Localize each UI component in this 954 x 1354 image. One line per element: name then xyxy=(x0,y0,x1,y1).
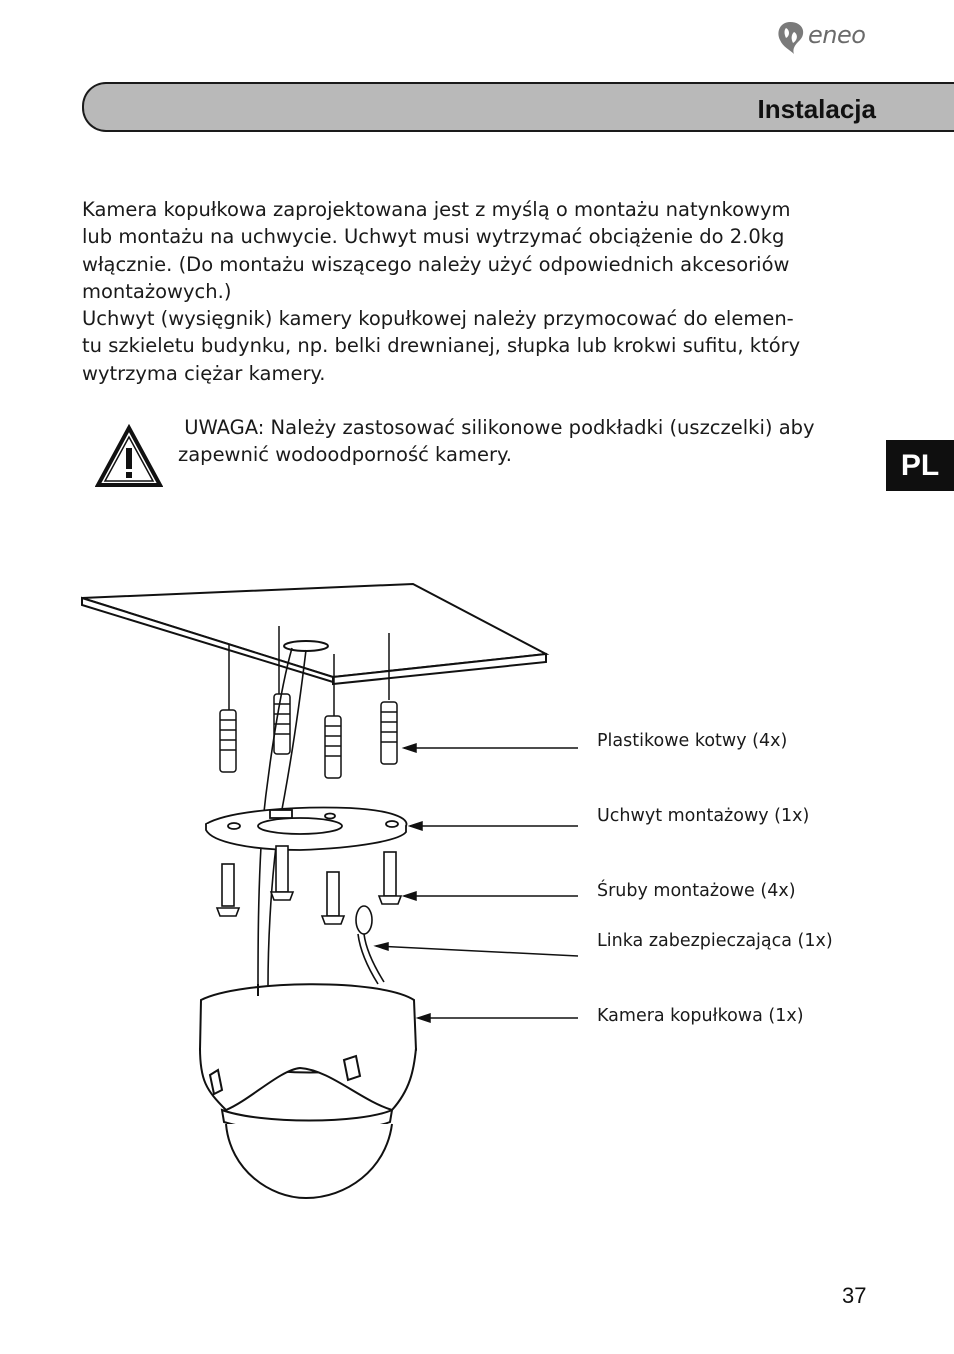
paragraph-line: lub montażu na uchwycie. Uchwyt musi wytrzymać obciążenie do 2.0kg xyxy=(82,225,785,249)
warning-text xyxy=(178,414,878,469)
callout-plastic-anchors: Plastikowe kotwy (4x) xyxy=(597,731,788,751)
paragraph-line: tu szkieletu budynku, np. belki drewnianej, słupka lub krokwi sufitu, który xyxy=(82,334,801,358)
paragraph-line: Uchwyt (wysięgnik) kamery kopułkowej należy przymocować do elemen- xyxy=(82,307,794,331)
callout-dome-camera: Kamera kopułkowa (1x) xyxy=(597,1006,804,1026)
callout-mounting-screws: Śruby montażowe (4x) xyxy=(597,881,796,901)
mounting-screws xyxy=(217,846,401,924)
paragraph-line: włącznie. (Do montażu wiszącego należy użyć odpowiednich akcesoriów xyxy=(82,252,790,276)
ceiling-plate xyxy=(82,584,546,684)
mounting-bracket xyxy=(206,808,407,850)
callout-safety-wire: Linka zabezpieczająca (1x) xyxy=(597,931,833,951)
brand-logo-text: eneo xyxy=(808,21,866,49)
dome-camera xyxy=(200,984,416,1198)
warning-triangle-icon xyxy=(95,424,163,488)
page-number: 37 xyxy=(842,1283,867,1308)
paragraph-line: Kamera kopułkowa zaprojektowana jest z myślą o montażu natynkowym xyxy=(82,198,791,221)
warning-line: UWAGA: Należy zastosować silikonowe podkładki (uszczelki) aby xyxy=(178,416,815,439)
warning-line: zapewnić wodoodporność kamery. xyxy=(178,443,512,467)
installation-diagram xyxy=(0,570,954,1210)
section-header-bar xyxy=(82,82,954,132)
language-tab: PL xyxy=(886,440,954,491)
intro-paragraph xyxy=(82,196,852,387)
callout-mounting-bracket: Uchwyt montażowy (1x) xyxy=(597,806,810,826)
paragraph-line: montażowych.) xyxy=(82,279,232,303)
paragraph-line: wytrzyma ciężar kamery. xyxy=(82,361,326,385)
section-title: Instalacja xyxy=(757,94,876,124)
callout-arrows xyxy=(376,744,578,1022)
plastic-anchors xyxy=(220,694,397,778)
